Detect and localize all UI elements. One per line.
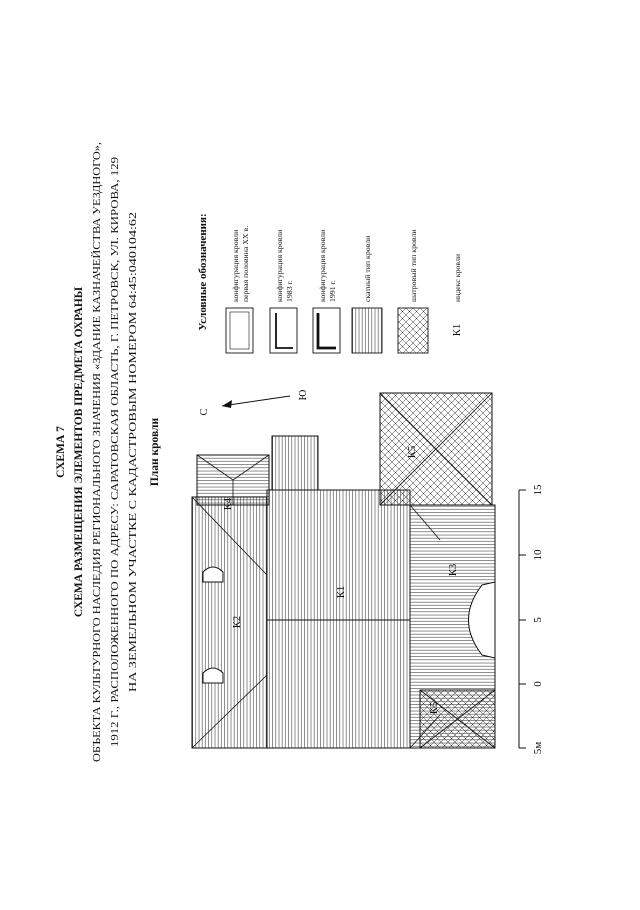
roof-tower [272,436,318,490]
legend-text-2b: 1983 г. [285,280,294,302]
legend-symbol-6: К1 [452,323,463,337]
legend-text-2a: конфигурация кровли [275,229,284,302]
roof-k1 [267,490,410,748]
compass-south: Ю [298,389,309,401]
address-line: 1912 Г., РАСПОЛОЖЕННОГО ПО АДРЕСУ: САРАТОВСКАЯ ОБЛАСТЬ, Г. ПЕТРОВСК, УЛ. КИРОВА, 129 [110,258,121,747]
label-k5-lower: К5 [429,701,440,715]
label-k3: К3 [448,563,459,577]
label-k4: К4 [223,497,234,511]
object-line: ОБЪЕКТА КУЛЬТУРНОГО НАСЛЕДИЯ РЕГИОНАЛЬНОГО ЗНАЧЕНИЯ «ЗДАНИЕ КАЗНАЧЕЙСТВА УЕЗДНОГО», [92,226,103,762]
title-block [55,142,161,762]
legend-text-1a: конфигурация кровли [231,229,240,302]
legend-swatch-4 [352,308,382,353]
legend-text-5: шатровый тип кровли [409,229,418,302]
label-k2: К2 [232,615,243,629]
legend-text-6: индекс кровли [453,253,462,302]
legend-text-1b: первая половина XX в. [241,225,250,302]
compass-arrowhead-icon [222,400,232,408]
scheme-number: СХЕМА 7 [55,426,67,478]
scale-tick-5m: 5м [532,741,544,755]
legend-text-3a: конфигурация кровли [318,229,327,302]
scheme-title: СХЕМА РАЗМЕЩЕНИЯ ЭЛЕМЕНТОВ ПРЕДМЕТА ОХРАНЫ [73,286,85,618]
legend-swatch-2 [270,308,297,353]
roof-plan [192,393,495,748]
cadastral-line: НА ЗЕМЕЛЬНОМ УЧАСТКЕ С КАДАСТРОВЫМ НОМЕРОМ 64:45:040104:62 [128,330,139,692]
compass [199,389,309,415]
scale-bar [519,484,544,754]
dormer-2 [203,668,223,683]
dormer-1 [203,567,223,582]
scale-tick-10: 10 [532,549,544,561]
label-k1: К1 [336,585,347,599]
roof-k2 [192,497,267,748]
compass-arrow [222,396,290,406]
legend-title: Условные обозначения: [197,213,209,331]
scale-tick-5: 5 [532,617,544,623]
legend [197,213,463,353]
legend-swatch-5 [398,308,428,353]
plan-title: План кровли [149,417,161,487]
label-k5-upper: К5 [407,445,418,459]
scale-tick-0: 0 [532,681,544,687]
compass-north: С [199,408,210,416]
legend-text-4: скатный тип кровли [363,235,372,302]
scale-tick-15: 15 [532,484,544,496]
legend-text-3b: 1991 г. [328,280,337,302]
